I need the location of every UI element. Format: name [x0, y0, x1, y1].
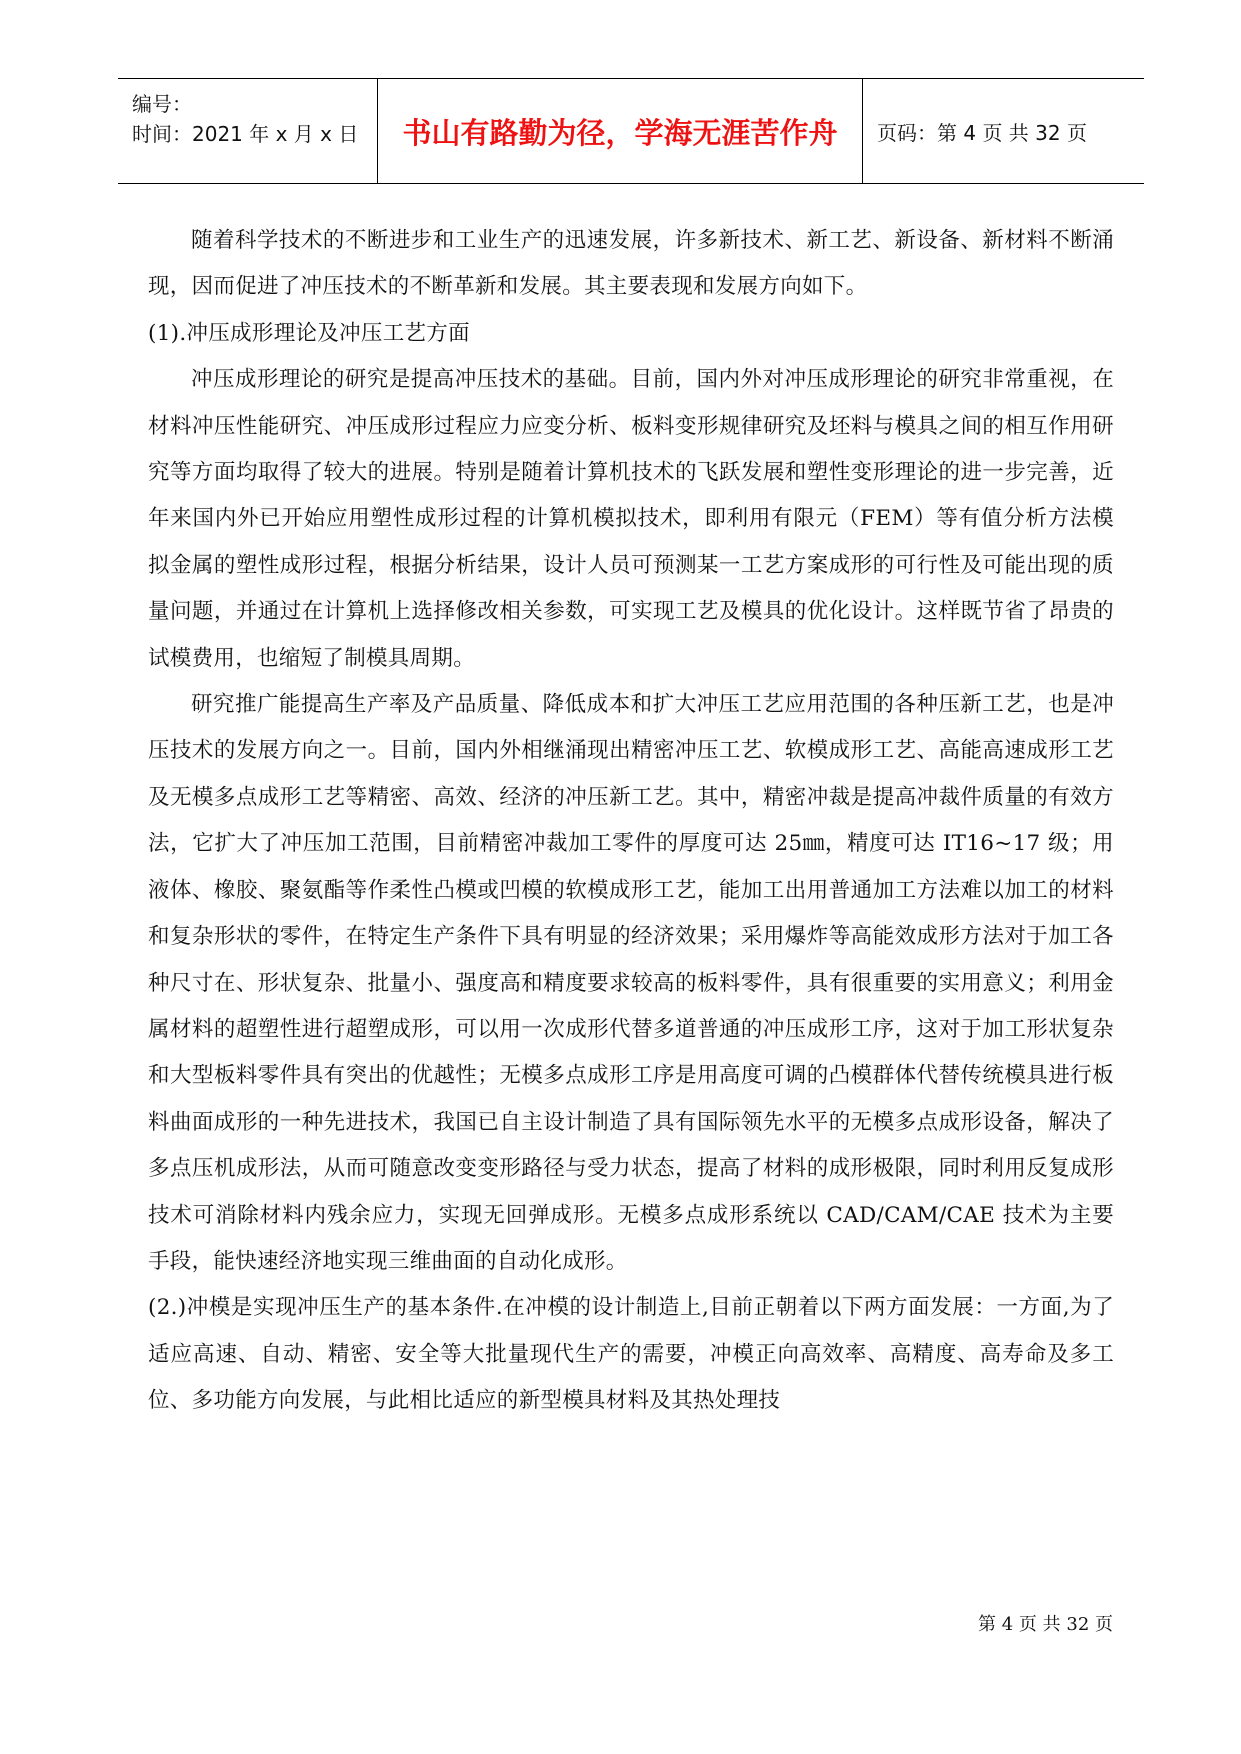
- section-heading-1: (1).冲压成形理论及冲压工艺方面: [148, 320, 470, 346]
- paragraph-section-2: (2.)冲模是实现冲压生产的基本条件.在冲模的设计制造上,目前正朝着以下两方面发展：一方面,为了适应高速、自动、精密、安全等大批量现代生产的需要，冲模正向高效率、高精度、高寿命及多工位、多功能方向发展，与此相比适应的新型模具材料及其热处理技: [148, 1295, 1114, 1414]
- header-meta: [118, 79, 378, 183]
- page-footer: 第 4 页 共 32 页: [978, 1614, 1113, 1635]
- paragraph-theory: 冲压成形理论的研究是提高冲压技术的基础。目前，国内外对冲压成形理论的研究非常重视，在材料冲压性能研究、冲压成形过程应力应变分析、板料变形规律研究及坯料与模具之间的相互作用研究等方面均取得了较大的进展。特别是随着计算机技术的飞跃发展和塑性变形理论的进一步完善，近年来国内外已开始应用塑性成形过程的计算机模拟技术，即利用有限元（FEM）等有值分析方法模拟金属的塑性成形过程，根据分析结果，设计人员可预测某一工艺方案成形的可行性及可能出现的质量问题，并通过在计算机上选择修改相关参数，可实现工艺及模具的优化设计。这样既节省了昂贵的试模费用，也缩短了制模具周期。: [148, 367, 1114, 671]
- serial-number-label: 编号：: [132, 92, 192, 116]
- page-header: [118, 78, 1144, 184]
- header-page-info: 页码：第 4 页 共 32 页: [877, 120, 1087, 145]
- date-label: 时间：2021 年 x 月 x 日: [132, 122, 359, 146]
- document-body: [148, 218, 1114, 1425]
- paragraph-intro: 随着科学技术的不断进步和工业生产的迅速发展，许多新技术、新工艺、新设备、新材料不断涌现，因而促进了冲压技术的不断革新和发展。其主要表现和发展方向如下。: [148, 228, 1114, 300]
- paragraph-new-processes: 研究推广能提高生产率及产品质量、降低成本和扩大冲压工艺应用范围的各种压新工艺，也是冲压技术的发展方向之一。目前，国内外相继涌现出精密冲压工艺、软模成形工艺、高能高速成形工艺及无模多点成形工艺等精密、高效、经济的冲压新工艺。其中，精密冲裁是提高冲裁件质量的有效方法，它扩大了冲压加工范围，目前精密冲裁加工零件的厚度可达 25㎜，精度可达 IT16~17 级；用液体、橡胶、聚氨酯等作柔性凸模或凹模的软模成形工艺，能加工出用普通加工方法难以加工的材料和复杂形状的零件，在特定生产条件下具有明显的经济效果；采用爆炸等高能效成形方法对于加工各种尺寸在、形状复杂、批量小、强度高和精度要求较高的板料零件，具有很重要的实用意义；利用金属材料的超塑性进行超塑成形，可以用一次成形代替多道普通的冲压成形工序，这对于加工形状复杂和大型板料零件具有突出的优越性；无模多点成形工序是用高度可调的凸模群体代替传统模具进行板料曲面成形的一种先进技术，我国已自主设计制造了具有国际领先水平的无模多点成形设备，解决了多点压机成形法，从而可随意改变变形路径与受力状态，提高了材料的成形极限，同时利用反复成形技术可消除材料内残余应力，实现无回弹成形。无模多点成形系统以 CAD/CAM/CAE 技术为主要手段，能快速经济地实现三维曲面的自动化成形。: [148, 692, 1114, 1274]
- header-motto: 书山有路勤为径，学海无涯苦作舟: [378, 79, 863, 183]
